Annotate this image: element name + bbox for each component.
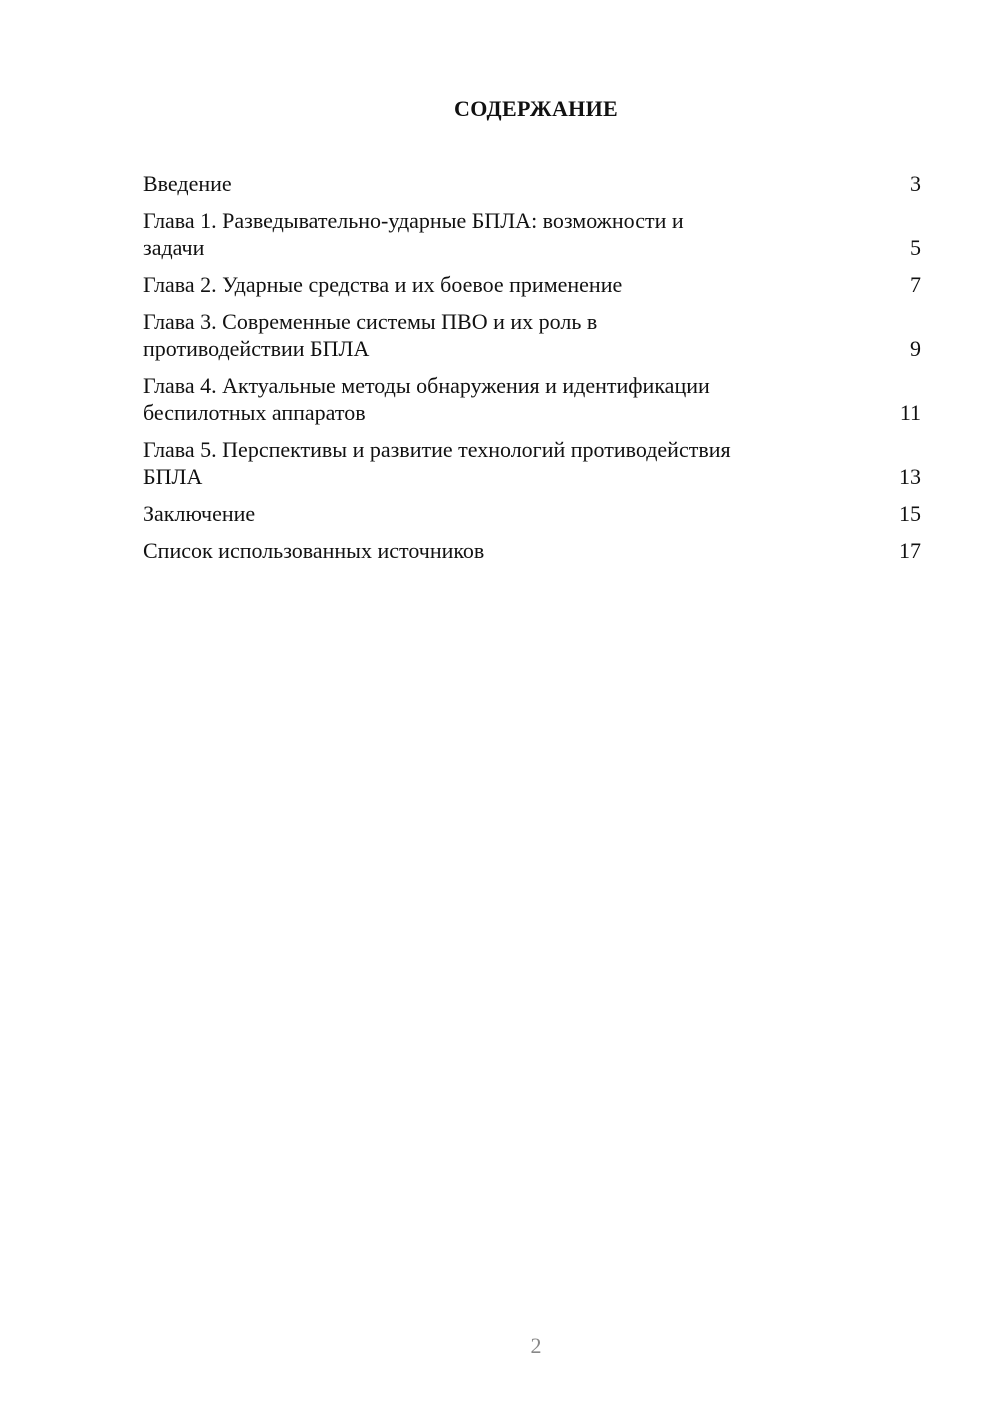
toc-entry-line: Глава 2. Ударные средства и их боевое применение [143, 272, 623, 297]
toc-entry-page: 15 [899, 501, 921, 526]
toc-entry-label [143, 372, 710, 426]
toc-entry-chapter-5 [143, 436, 919, 490]
toc-entry-line: беспилотных аппаратов [143, 400, 366, 425]
toc-entry-line: Глава 1. Разведывательно-ударные БПЛА: возможности и [143, 208, 684, 233]
page-title: СОДЕРЖАНИЕ [454, 96, 618, 121]
toc-entry-line: Введение [143, 171, 232, 196]
toc-entry-label [143, 308, 597, 362]
page-number: 2 [530, 1333, 542, 1358]
toc-entry-line: БПЛА [143, 464, 203, 489]
toc-entry-page: 11 [899, 400, 921, 425]
toc-entry-line: Глава 5. Перспективы и развитие технологий противодействия [143, 437, 731, 462]
toc-entry-page: 9 [910, 336, 921, 361]
toc-entry-chapter-3 [143, 308, 919, 362]
toc-entry-chapter-2 [143, 271, 919, 298]
toc-entry-line: Глава 4. Актуальные методы обнаружения и идентификации [143, 373, 710, 398]
toc-entry-page: 7 [910, 272, 921, 297]
toc-entry-label [143, 537, 484, 564]
toc-entry-references [143, 537, 919, 564]
toc-entry-page: 5 [910, 235, 921, 260]
toc-entry-line: Список использованных источников [143, 538, 485, 563]
toc-entry-label [143, 170, 232, 197]
toc-entry-label [143, 207, 684, 261]
toc-entry-label [143, 500, 255, 527]
toc-entry-page: 13 [899, 464, 921, 489]
toc-entry-line: Заключение [143, 501, 256, 526]
toc-entry-line: задачи [143, 235, 205, 260]
toc-entry-line: противодействии БПЛА [143, 336, 370, 361]
toc-entry-introduction [143, 170, 919, 197]
toc-entry-conclusion [143, 500, 919, 527]
toc-entry-page: 3 [910, 171, 921, 196]
toc-entry-label [143, 436, 731, 490]
toc-entry-label [143, 271, 622, 298]
toc-entry-page: 17 [899, 538, 921, 563]
toc-entry-line: Глава 3. Современные системы ПВО и их роль в [143, 309, 598, 334]
table-of-contents [143, 170, 919, 574]
toc-entry-chapter-1 [143, 207, 919, 261]
toc-entry-chapter-4 [143, 372, 919, 426]
